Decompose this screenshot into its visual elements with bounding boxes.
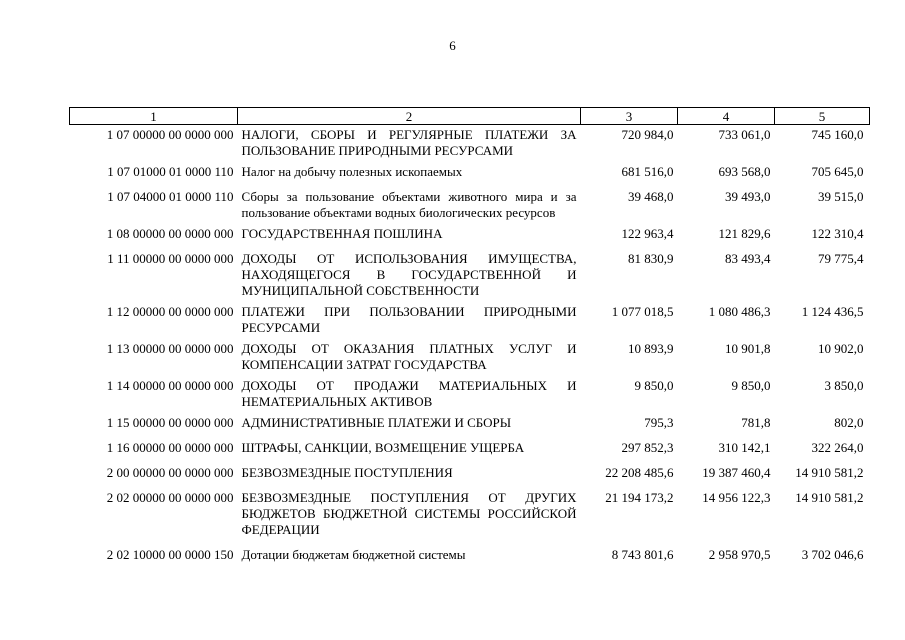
row-value-col5: 802,0 — [834, 415, 864, 430]
row-value-col4: 310 142,1 — [718, 440, 771, 455]
row-code: 1 11 00000 00 0000 000 — [107, 251, 234, 266]
column-header-5: 5 — [775, 108, 870, 125]
table-row — [70, 459, 870, 484]
column-header-3: 3 — [581, 108, 678, 125]
row-value-col5: 705 645,0 — [811, 164, 864, 179]
row-value-col3: 681 516,0 — [621, 164, 674, 179]
table-row — [70, 162, 870, 183]
row-value-col4: 19 387 460,4 — [702, 465, 771, 480]
row-value-col5: 745 160,0 — [811, 127, 864, 142]
row-value-col5: 3 850,0 — [824, 378, 864, 393]
row-name: БЕЗВОЗМЕЗДНЫЕ ПОСТУПЛЕНИЯ ОТ ДРУГИХ БЮДЖЕТОВ БЮДЖЕТНОЙ СИСТЕМЫ РОССИЙСКОЙ ФЕДЕРАЦИИ — [241, 490, 577, 537]
row-value-col5: 122 310,4 — [811, 226, 864, 241]
row-value-col4: 14 956 122,3 — [702, 490, 771, 505]
row-value-col4: 83 493,4 — [725, 251, 771, 266]
table-row — [70, 224, 870, 245]
header-row — [70, 108, 870, 125]
row-value-col5: 322 264,0 — [811, 440, 864, 455]
row-code: 2 02 00000 00 0000 000 — [106, 490, 234, 505]
row-code: 2 00 00000 00 0000 000 — [106, 465, 234, 480]
table-row — [70, 541, 870, 566]
row-value-col3: 8 743 801,6 — [611, 547, 674, 562]
row-code: 1 07 00000 00 0000 000 — [106, 127, 234, 142]
row-name: ДОХОДЫ ОТ ОКАЗАНИЯ ПЛАТНЫХ УСЛУГ И КОМПЕНСАЦИИ ЗАТРАТ ГОСУДАРСТВА — [241, 341, 577, 372]
row-code: 1 14 00000 00 0000 000 — [106, 378, 234, 393]
row-name: АДМИНИСТРАТИВНЫЕ ПЛАТЕЖИ И СБОРЫ — [241, 415, 512, 430]
row-name: НАЛОГИ, СБОРЫ И РЕГУЛЯРНЫЕ ПЛАТЕЖИ ЗА ПОЛЬЗОВАНИЕ ПРИРОДНЫМИ РЕСУРСАМИ — [241, 127, 577, 158]
table-row — [70, 245, 870, 302]
row-code: 1 16 00000 00 0000 000 — [106, 440, 234, 455]
column-header-1: 1 — [70, 108, 238, 125]
row-code: 1 08 00000 00 0000 000 — [106, 226, 234, 241]
row-value-col3: 21 194 173,2 — [605, 490, 674, 505]
row-name: ГОСУДАРСТВЕННАЯ ПОШЛИНА — [241, 226, 443, 241]
table-row — [70, 339, 870, 376]
row-name: ПЛАТЕЖИ ПРИ ПОЛЬЗОВАНИИ ПРИРОДНЫМИ РЕСУРСАМИ — [241, 304, 577, 335]
row-value-col5: 39 515,0 — [818, 189, 864, 204]
table-row — [70, 302, 870, 339]
row-value-col4: 693 568,0 — [718, 164, 771, 179]
budget-revenue-table — [69, 107, 870, 566]
row-name: ДОХОДЫ ОТ ПРОДАЖИ МАТЕРИАЛЬНЫХ И НЕМАТЕРИАЛЬНЫХ АКТИВОВ — [241, 378, 577, 409]
table-row — [70, 434, 870, 459]
column-header-2: 2 — [238, 108, 581, 125]
row-value-col3: 9 850,0 — [634, 378, 674, 393]
table-row — [70, 376, 870, 413]
row-value-col4: 2 958 970,5 — [708, 547, 771, 562]
row-value-col3: 297 852,3 — [621, 440, 674, 455]
row-value-col3: 122 963,4 — [621, 226, 674, 241]
row-name: Сборы за пользование объектами животного мира и за пользование объектами водных биологических ресурсов — [241, 189, 577, 220]
row-code: 1 13 00000 00 0000 000 — [106, 341, 234, 356]
row-value-col3: 10 893,9 — [628, 341, 674, 356]
row-value-col5: 14 910 581,2 — [795, 490, 864, 505]
table-row — [70, 183, 870, 224]
row-value-col3: 720 984,0 — [621, 127, 674, 142]
row-value-col4: 9 850,0 — [731, 378, 771, 393]
table-row — [70, 484, 870, 541]
row-code: 1 15 00000 00 0000 000 — [106, 415, 234, 430]
row-value-col3: 795,3 — [644, 415, 674, 430]
row-value-col4: 733 061,0 — [718, 127, 771, 142]
row-value-col4: 10 901,8 — [725, 341, 771, 356]
row-value-col5: 14 910 581,2 — [795, 465, 864, 480]
row-value-col5: 79 775,4 — [818, 251, 864, 266]
row-name: ДОХОДЫ ОТ ИСПОЛЬЗОВАНИЯ ИМУЩЕСТВА, НАХОДЯЩЕГОСЯ В ГОСУДАРСТВЕННОЙ И МУНИЦИПАЛЬНОЙ СОБСТВЕННОСТИ — [241, 251, 577, 298]
row-name: Налог на добычу полезных ископаемых — [241, 164, 463, 179]
column-header-4: 4 — [678, 108, 775, 125]
row-value-col5: 10 902,0 — [818, 341, 864, 356]
row-value-col5: 3 702 046,6 — [801, 547, 864, 562]
row-name: Дотации бюджетам бюджетной системы — [241, 547, 466, 562]
row-code: 1 07 01000 01 0000 110 — [107, 164, 234, 179]
row-value-col3: 22 208 485,6 — [605, 465, 674, 480]
row-code: 2 02 10000 00 0000 150 — [106, 547, 234, 562]
row-name: ШТРАФЫ, САНКЦИИ, ВОЗМЕЩЕНИЕ УЩЕРБА — [241, 440, 525, 455]
row-code: 1 12 00000 00 0000 000 — [106, 304, 234, 319]
row-name: БЕЗВОЗМЕЗДНЫЕ ПОСТУПЛЕНИЯ — [241, 465, 453, 480]
row-value-col4: 121 829,6 — [718, 226, 771, 241]
row-code: 1 07 04000 01 0000 110 — [107, 189, 234, 204]
row-value-col4: 1 080 486,3 — [708, 304, 771, 319]
row-value-col3: 39 468,0 — [628, 189, 674, 204]
row-value-col4: 39 493,0 — [725, 189, 771, 204]
row-value-col5: 1 124 436,5 — [801, 304, 864, 319]
table-row — [70, 413, 870, 434]
row-value-col3: 1 077 018,5 — [611, 304, 674, 319]
table-row — [70, 125, 870, 163]
row-value-col4: 781,8 — [741, 415, 771, 430]
row-value-col3: 81 830,9 — [628, 251, 674, 266]
page-number: 6 — [449, 38, 456, 53]
